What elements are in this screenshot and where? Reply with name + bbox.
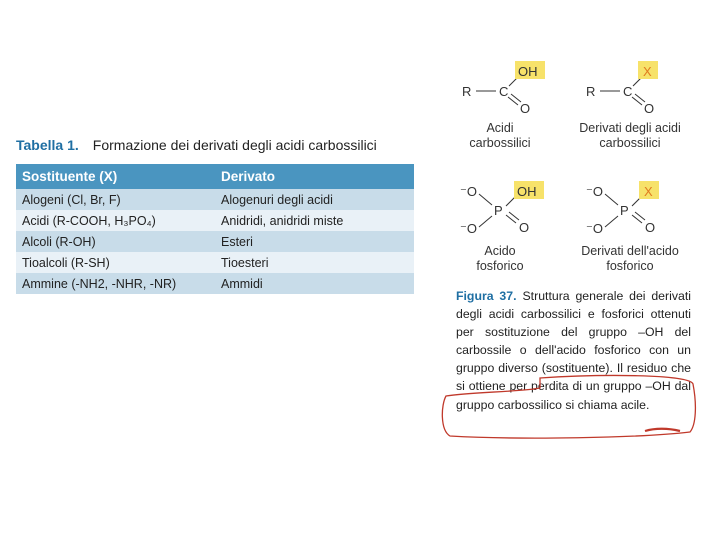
table-row	[16, 231, 414, 252]
table-row	[16, 210, 414, 231]
label-line-2: carbossilici	[469, 136, 531, 150]
carboxylic-derivative-structure	[586, 61, 658, 116]
top-group: X	[643, 64, 652, 79]
phosphorus-atom: P	[620, 203, 629, 218]
cell-derivative: Alogenuri degli acidi	[221, 192, 333, 207]
cell-substituent: Alcoli (R-OH)	[22, 234, 96, 249]
phosphorus-atom: P	[494, 203, 503, 218]
oxygen-anion-bottom: ⁻O	[586, 221, 603, 236]
table-row	[16, 273, 414, 294]
label-line-2: fosforico	[476, 259, 524, 273]
cell-substituent: Alogeni (Cl, Br, F)	[22, 192, 121, 207]
cell-derivative: Tioesteri	[221, 255, 269, 270]
header-derivative: Derivato	[221, 169, 276, 184]
table-label: Tabella 1.	[16, 137, 79, 153]
phosphoryl-oxygen: O	[645, 220, 656, 235]
r-group: R	[462, 84, 472, 99]
label-line-2: carbossilici	[599, 136, 661, 150]
acile-underline	[645, 429, 680, 431]
label-line-1: Derivati degli acidi	[579, 121, 681, 135]
table-caption	[16, 137, 377, 153]
phosphoric-acid-structure	[460, 181, 544, 236]
carboxylic-acid-structure	[462, 61, 545, 116]
figure-text: Struttura generale dei derivati degli acidi carbossilici e fosforici ottenuti per sostituzione del gruppo –OH del carbossile o dell'acido fosforico con un gruppo diverso (sostituente). Il residuo che si ottiene per perdita di un gruppo –OH dal gruppo carbossilico si chiama acile.	[456, 289, 691, 412]
phosphoryl-oxygen: O	[519, 220, 530, 235]
oxygen-anion-top: ⁻O	[586, 184, 603, 199]
oxygen-anion-top: ⁻O	[460, 184, 477, 199]
top-group: X	[644, 184, 653, 199]
figure-caption	[456, 287, 691, 414]
carbonyl-oxygen: O	[644, 101, 655, 116]
phosphoric-derivative-structure	[586, 181, 659, 236]
table-row	[16, 189, 414, 210]
table-title: Formazione dei derivati degli acidi carbossilici	[92, 137, 377, 153]
top-group: OH	[517, 184, 537, 199]
figure-label: Figura 37.	[456, 289, 517, 303]
top-group: OH	[518, 64, 538, 79]
label-line-1: Acidi	[486, 121, 514, 135]
r-group: R	[586, 84, 596, 99]
cell-substituent: Tioalcoli (R-SH)	[22, 255, 110, 270]
label-phosphoric-acid	[450, 244, 550, 274]
cell-derivative: Esteri	[221, 234, 253, 249]
label-line-1: Acido	[484, 244, 516, 258]
cell-derivative: Anidridi, anidridi miste	[221, 213, 344, 228]
table-row	[16, 252, 414, 273]
label-carboxylic-acid	[450, 121, 550, 151]
carbon-atom: C	[623, 84, 633, 99]
label-line-1: Derivati dell'acido	[581, 244, 679, 258]
cell-substituent: Acidi (R-COOH, H₃PO₄)	[22, 213, 156, 228]
cell-derivative: Ammidi	[221, 276, 263, 291]
label-phosphoric-derivative	[555, 244, 705, 274]
header-substituent: Sostituente (X)	[22, 169, 118, 184]
carbon-atom: C	[499, 84, 509, 99]
carbonyl-oxygen: O	[520, 101, 531, 116]
table-header-row	[16, 164, 414, 189]
derivatives-table	[16, 164, 414, 294]
label-line-2: fosforico	[606, 259, 654, 273]
structure-diagrams	[440, 55, 710, 285]
oxygen-anion-bottom: ⁻O	[460, 221, 477, 236]
cell-substituent: Ammine (-NH2, -NHR, -NR)	[22, 276, 177, 291]
label-carboxylic-derivative	[555, 121, 705, 151]
